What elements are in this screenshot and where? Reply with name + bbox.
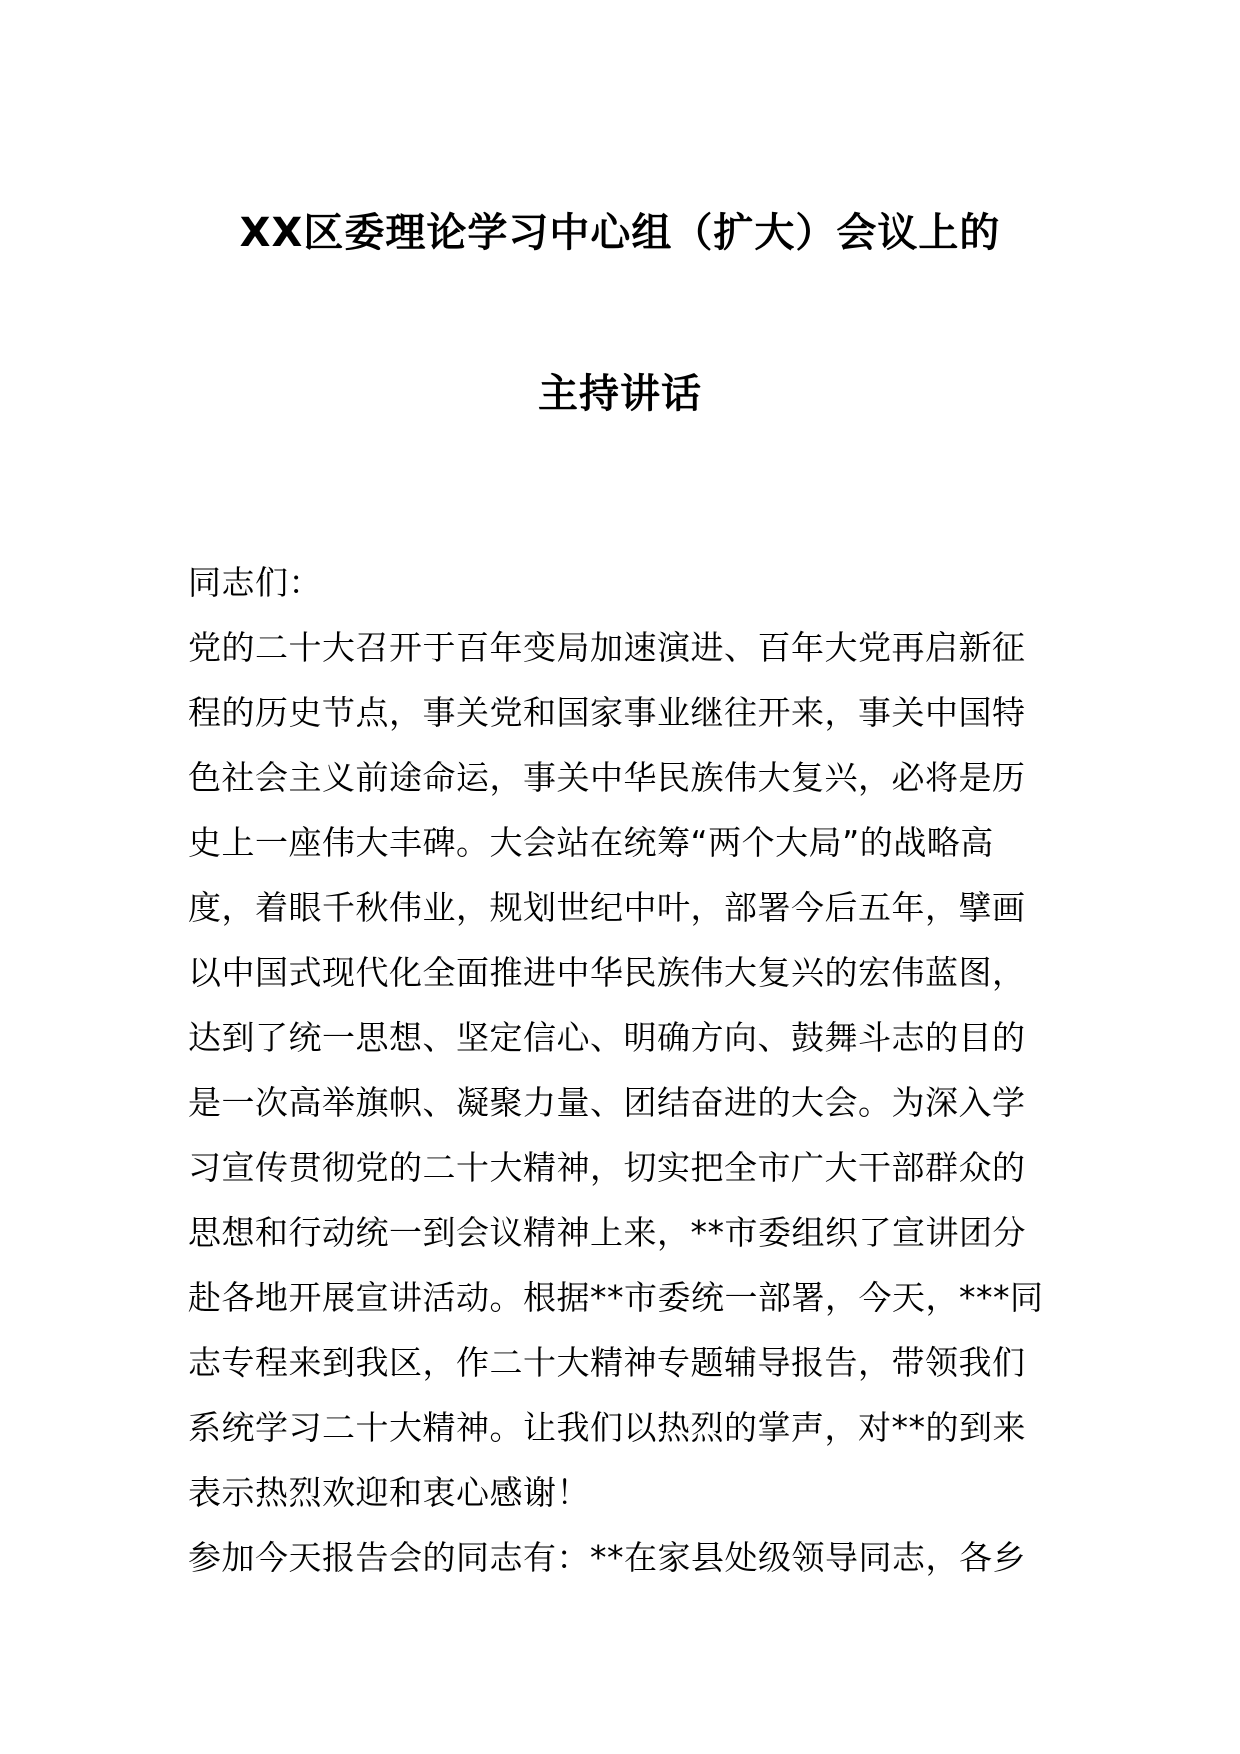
paragraph-1-line: 志专程来到我区，作二十大精神专题辅导报告，带领我们 xyxy=(188,1343,1026,1382)
paragraph-1 xyxy=(188,615,1058,1525)
salutation xyxy=(188,550,1058,615)
document-title-line-2: 主持讲话 xyxy=(538,371,702,417)
paragraph-1-line: 度，着眼千秋伟业，规划世纪中叶，部署今后五年，擘画 xyxy=(188,888,1026,927)
paragraph-1-line: 表示热烈欢迎和衷心感谢！ xyxy=(188,1473,590,1512)
paragraph-1-line: 党的二十大召开于百年变局加速演进、百年大党再启新征 xyxy=(188,628,1026,667)
document-body xyxy=(188,550,1058,1590)
paragraph-2 xyxy=(188,1525,1058,1590)
paragraph-1-line: 系统学习二十大精神。让我们以热烈的掌声，对**的到来 xyxy=(188,1408,1026,1447)
paragraph-1-line: 史上一座伟大丰碑。大会站在统筹“两个大局”的战略高 xyxy=(188,823,994,862)
paragraph-1-line: 达到了统一思想、坚定信心、明确方向、鼓舞斗志的目的 xyxy=(188,1018,1026,1057)
paragraph-1-line: 以中国式现代化全面推进中华民族伟大复兴的宏伟蓝图， xyxy=(188,953,1026,992)
paragraph-1-line: 赴各地开展宣讲活动。根据**市委统一部署，今天，***同 xyxy=(188,1278,1044,1317)
salutation-text: 同志们： xyxy=(188,563,322,602)
paragraph-1-line: 是一次高举旗帜、凝聚力量、团结奋进的大会。为深入学 xyxy=(188,1083,1026,1122)
document-title-line-1: XX区委理论学习中心组（扩大）会议上的 xyxy=(239,210,1001,256)
paragraph-1-line: 习宣传贯彻党的二十大精神，切实把全市广大干部群众的 xyxy=(188,1148,1026,1187)
paragraph-1-line: 程的历史节点，事关党和国家事业继往开来，事关中国特 xyxy=(188,693,1026,732)
paragraph-2-line: 参加今天报告会的同志有：**在家县处级领导同志，各乡 xyxy=(188,1538,1026,1577)
paragraph-1-line: 思想和行动统一到会议精神上来，**市委组织了宣讲团分 xyxy=(188,1213,1026,1252)
paragraph-1-line: 色社会主义前途命运，事关中华民族伟大复兴，必将是历 xyxy=(188,758,1026,797)
